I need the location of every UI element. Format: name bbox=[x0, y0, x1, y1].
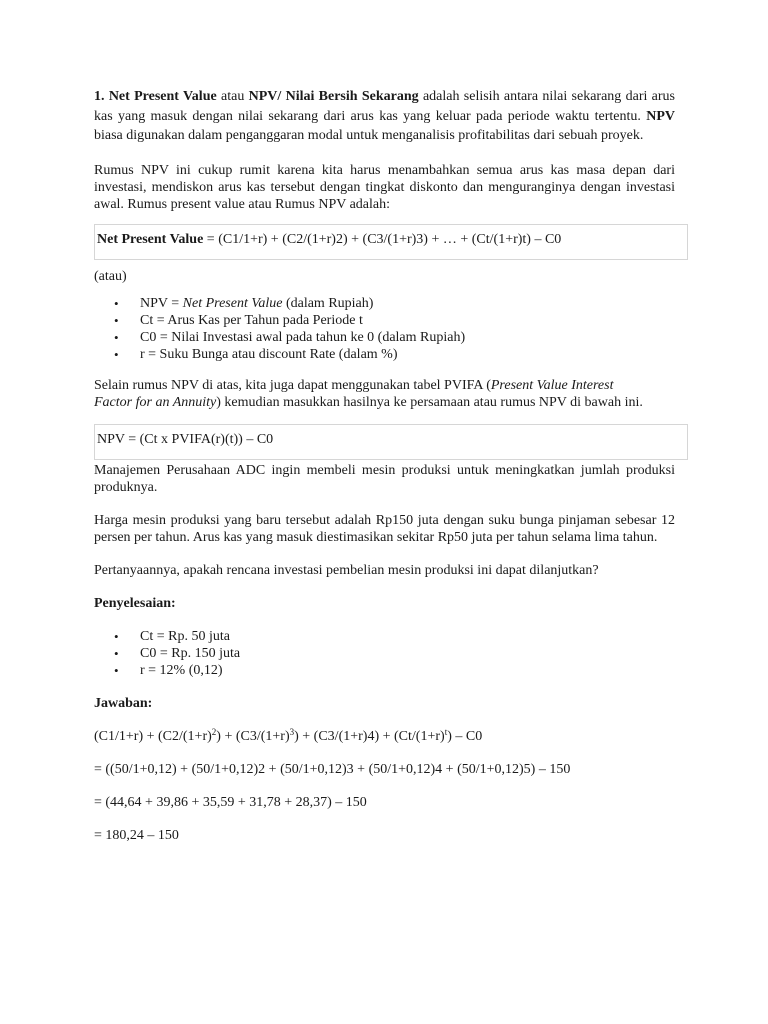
intro-atau: atau bbox=[216, 89, 249, 104]
list-item: • Ct = Arus Kas per Tahun pada Periode t bbox=[94, 312, 675, 329]
calc-line-3: = (44,64 + 39,86 + 35,59 + 31,78 + 28,37) – 150 bbox=[94, 794, 367, 810]
atau-line: (atau) bbox=[94, 268, 127, 284]
pvifa-paragraph: Selain rumus NPV di atas, kita juga dapat menggunakan tabel PVIFA (Present Value Interest Factor for an Annuity) kemudian masukkan hasilnya ke persamaan atau rumus NPV di bawah ini. bbox=[94, 377, 643, 410]
list-item: • r = 12% (0,12) bbox=[94, 662, 675, 679]
variable-list bbox=[94, 295, 675, 363]
list-item: • C0 = Rp. 150 juta bbox=[94, 645, 675, 662]
calc-line-4: = 180,24 – 150 bbox=[94, 827, 179, 843]
npv-short: NPV bbox=[646, 108, 675, 124]
case-paragraph-2: Harga mesin produksi yang baru tersebut adalah Rp150 juta dengan suku bunga pinjaman sebesar 12 persen per tahun. Arus kas yang masuk diestimasikan sekitar Rp50 juta per tahun selama lima tahun. bbox=[94, 512, 675, 545]
section-number: 1. bbox=[94, 89, 105, 104]
list-item: • Ct = Rp. 50 juta bbox=[94, 628, 675, 645]
intro-rest-2: biasa digunakan dalam penganggaran modal untuk menganalisis profitabilitas dari sebuah proyek. bbox=[94, 128, 644, 143]
intro-paragraph bbox=[94, 87, 675, 146]
formula-expression: = (C1/1+r) + (C2/(1+r)2) + (C3/(1+r)3) + … + (Ct/(1+r)t) – C0 bbox=[203, 231, 562, 247]
calc-line-1: $(C1/1+r) + (C2/(1+r)^2) + (C3/(1+r)^3) + (C3/(1+r)4) + (Ct/(1+r)^t) - C0$ bbox=[94, 726, 483, 744]
formula-label: Net Present Value bbox=[97, 231, 204, 247]
formula-intro-paragraph: Rumus NPV ini cukup rumit karena kita harus menambahkan semua arus kas masa depan dari investasi, mendiskon arus kas tersebut dengan tingkat diskonto dan menguranginya dengan investasi awal. Rumus present value atau Rumus NPV adalah: bbox=[94, 162, 675, 212]
list-item: • r = Suku Bunga atau discount Rate (dalam %) bbox=[94, 346, 675, 363]
document-content bbox=[94, 87, 675, 844]
question-paragraph: Pertanyaannya, apakah rencana investasi pembelian mesin produksi ini dapat dilanjutkan? bbox=[94, 562, 599, 578]
penyelesaian-heading: Penyelesaian: bbox=[94, 595, 176, 611]
given-list bbox=[94, 628, 675, 679]
npv-formula-box bbox=[94, 224, 688, 260]
case-paragraph-1: Manajemen Perusahaan ADC ingin membeli mesin produksi untuk meningkatkan jumlah produksi produknya. bbox=[94, 462, 675, 495]
calc-line-2: = ((50/1+0,12) + (50/1+0,12)2 + (50/1+0,12)3 + (50/1+0,12)4 + (50/1+0,12)5) – 150 bbox=[94, 761, 571, 777]
list-item: • NPV = Net Present Value (dalam Rupiah) bbox=[94, 295, 675, 312]
intro-rest-1: adalah selisih antara nilai sekarang dari arus kas yang masuk dengan nilai sekarang dari arus kas yang keluar pada periode waktu tertentu. bbox=[94, 89, 675, 124]
npv-term: Net Present Value bbox=[108, 89, 217, 104]
npv-id-term: NPV/ Nilai Bersih Sekarang bbox=[248, 89, 419, 104]
pvifa-formula-box: NPV = (Ct x PVIFA(r)(t)) – C0 bbox=[94, 424, 688, 460]
jawaban-heading: Jawaban: bbox=[94, 695, 153, 711]
list-item: • C0 = Nilai Investasi awal pada tahun ke 0 (dalam Rupiah) bbox=[94, 329, 675, 346]
